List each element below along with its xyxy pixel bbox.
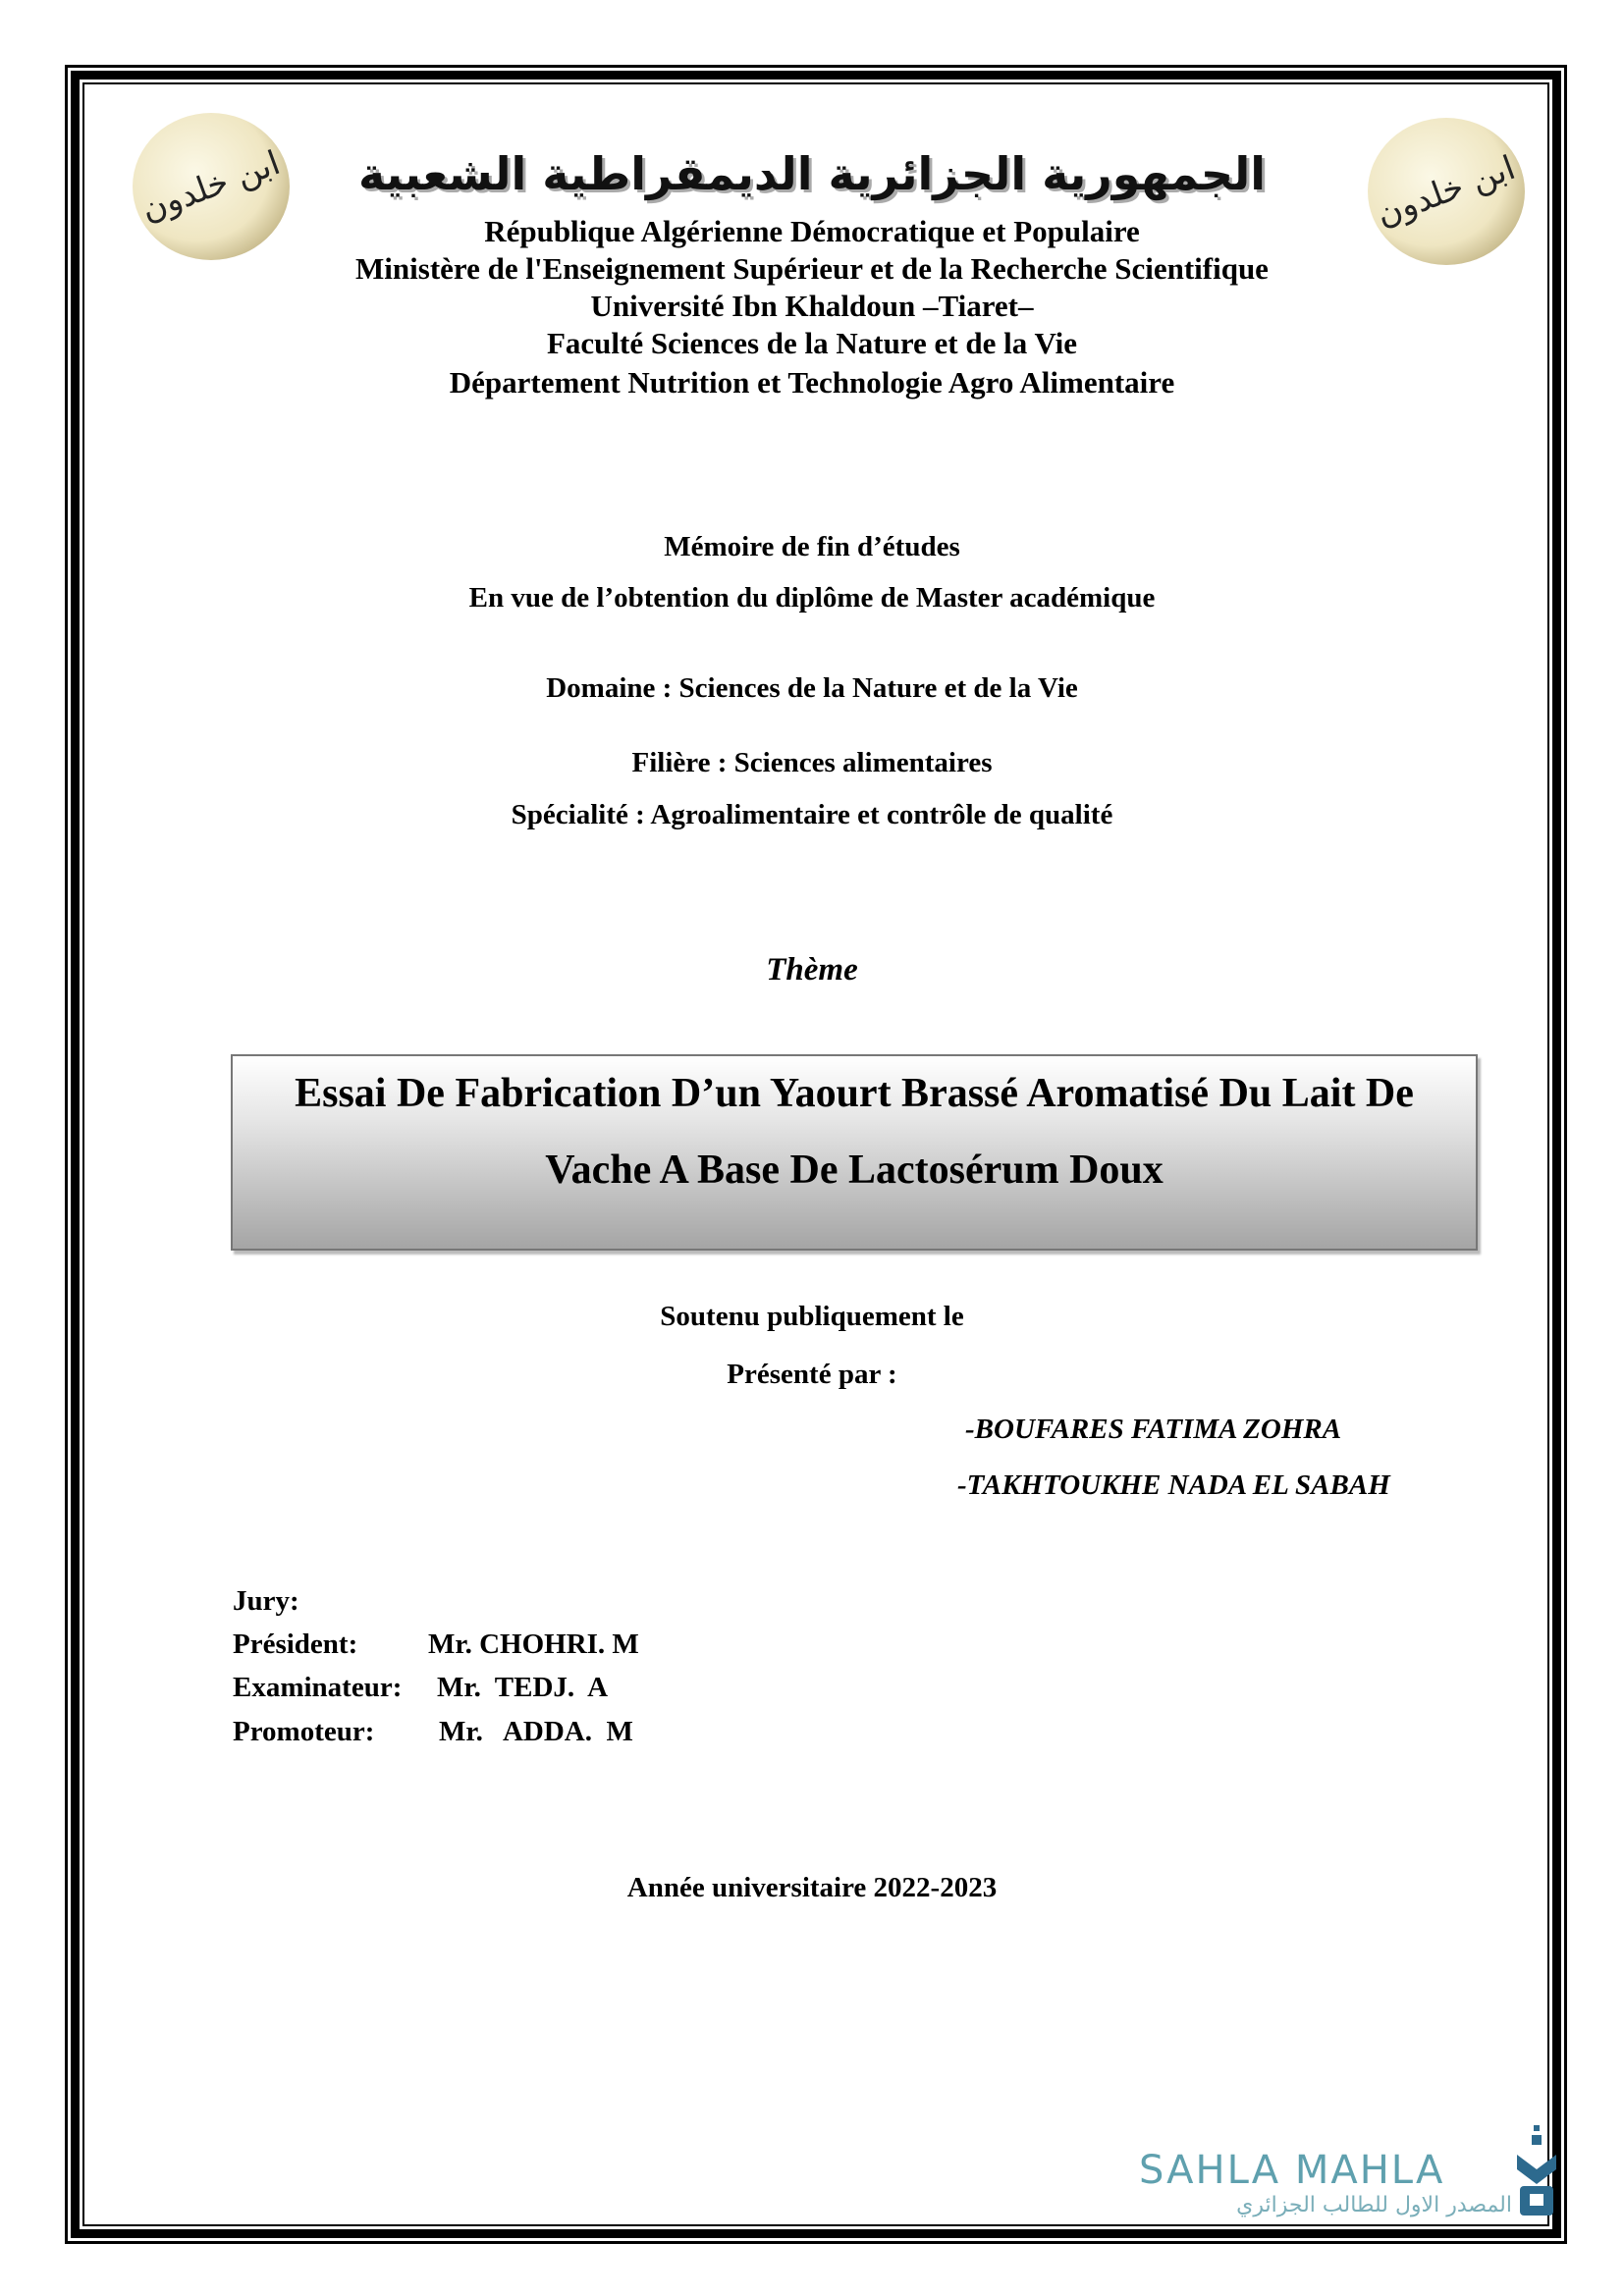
arabic-republic-title: الجمهورية الجزائرية الديمقراطية الشعبية — [357, 147, 1267, 200]
soutenu-line: Soutenu publiquement le — [660, 1301, 964, 1332]
ministry-line: Ministère de l'Enseignement Supérieur et de la Recherche Scientifique — [355, 251, 1269, 286]
department-line: Département Nutrition et Technologie Agro Alimentaire — [449, 365, 1175, 400]
domaine-line: Domaine : Sciences de la Nature et de la Vie — [546, 672, 1078, 704]
theme-label: Thème — [766, 952, 858, 988]
diploma-line: En vue de l’obtention du diplôme de Master académique — [468, 582, 1156, 614]
faculty-line: Faculté Sciences de la Nature et de la Vie — [546, 326, 1078, 360]
jury-role: Promoteur: — [233, 1716, 375, 1747]
jury-member — [233, 1716, 633, 1748]
sahla-mahla-watermark — [1139, 2148, 1512, 2217]
seal-text: ابن خلدون — [136, 143, 286, 230]
jury-name: Mr. ADDA. M — [439, 1716, 633, 1747]
jury-role: Président: — [233, 1629, 358, 1660]
academic-year: Année universitaire 2022-2023 — [626, 1872, 998, 1903]
university-line: Université Ibn Khaldoun –Tiaret– — [590, 289, 1034, 323]
seal-text: ابن خلدون — [1372, 148, 1521, 235]
jury-name: Mr. TEDJ. A — [437, 1672, 609, 1703]
presente-par-label: Présenté par : — [727, 1359, 897, 1390]
memoire-line: Mémoire de fin d’études — [664, 531, 960, 562]
author-name: -BOUFARES FATIMA ZOHRA — [965, 1414, 1342, 1445]
jury-label: Jury: — [233, 1585, 299, 1617]
theme-title-line-1: Essai De Fabrication D’un Yaourt Brassé Aromatisé Du Lait De — [295, 1071, 1414, 1116]
watermark-subtitle: المصدر الاول للطالب الجزائري — [1236, 2193, 1512, 2217]
jury-role: Examinateur: — [233, 1672, 403, 1703]
specialite-line: Spécialité : Agroalimentaire et contrôle de qualité — [511, 799, 1113, 830]
jury-name: Mr. CHOHRI. M — [428, 1629, 639, 1660]
republic-line: République Algérienne Démocratique et Populaire — [484, 214, 1140, 248]
filiere-line: Filière : Sciences alimentaires — [631, 747, 993, 778]
author-name: -TAKHTOUKHE NADA EL SABAH — [957, 1469, 1390, 1501]
theme-title-box — [231, 1054, 1478, 1251]
jury-member — [233, 1629, 639, 1661]
theme-title-line-2: Vache A Base De Lactosérum Doux — [545, 1148, 1164, 1193]
sahla-mahla-logo-icon — [1512, 2125, 1561, 2223]
jury-member — [233, 1672, 608, 1704]
watermark-title: SAHLA MAHLA — [1139, 2148, 1445, 2193]
